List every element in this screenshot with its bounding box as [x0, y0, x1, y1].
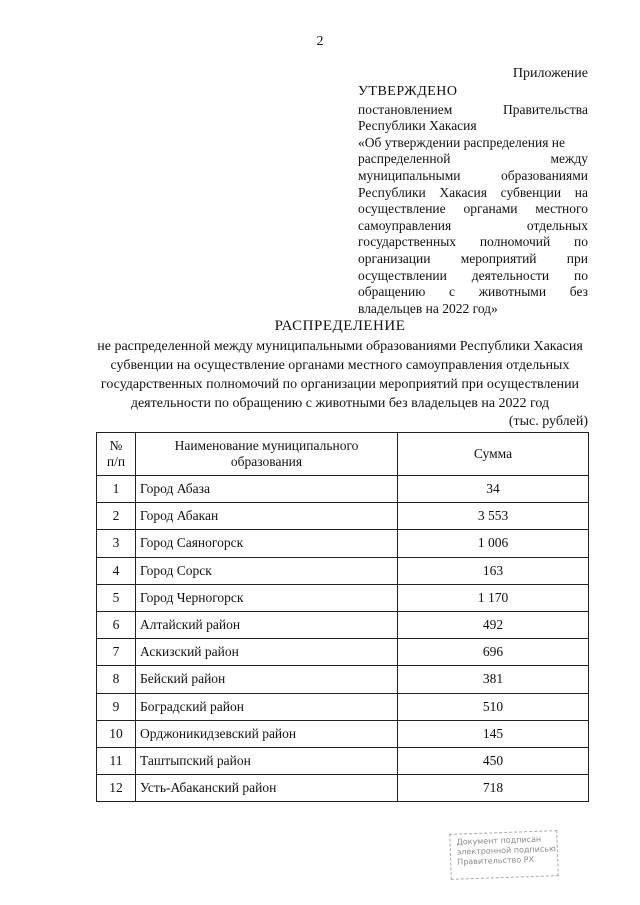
municipality-name: Город Черногорск	[136, 584, 398, 611]
approved-title: УТВЕРЖДЕНО	[358, 84, 458, 99]
row-number: 5	[97, 584, 136, 611]
table-row	[97, 476, 589, 503]
table-row	[97, 747, 589, 774]
amount: 163	[398, 557, 589, 584]
approval-line: постановлением Правительства	[358, 101, 588, 117]
document-title-block	[0, 318, 640, 413]
municipality-name: Таштыпский район	[136, 747, 398, 774]
table-row	[97, 666, 589, 693]
municipality-name: Бейский район	[136, 666, 398, 693]
approval-line: обращению с животными без	[358, 284, 588, 300]
subtitle-line: государственных полномочий по организации мероприятий при осуществлении	[100, 377, 580, 392]
row-number: 4	[97, 557, 136, 584]
approval-line: осуществление органами местного	[358, 201, 588, 217]
approval-line: Республики Хакасия	[358, 118, 477, 134]
approval-block	[358, 84, 588, 317]
approval-line: государственных полномочий по	[358, 234, 588, 250]
approval-line: муниципальными образованиями	[358, 167, 588, 183]
approval-line: организации мероприятий при	[358, 250, 588, 266]
approval-line: самоуправления отдельных	[358, 217, 588, 233]
amount: 145	[398, 720, 589, 747]
amount: 3 553	[398, 503, 589, 530]
municipality-name: Орджоникидзевский район	[136, 720, 398, 747]
signature-stamp	[449, 830, 559, 880]
table-row	[97, 584, 589, 611]
subtitle-line: деятельности по обращению с животными без владельцев на 2022 год	[130, 396, 550, 411]
table-row	[97, 693, 589, 720]
municipality-name: Город Абаза	[136, 476, 398, 503]
amount: 510	[398, 693, 589, 720]
row-number: 9	[97, 693, 136, 720]
subtitle-line: субвенции на осуществление органами местного самоуправления отдельных	[110, 358, 570, 373]
appendix-label: Приложение	[512, 66, 588, 81]
amount: 34	[398, 476, 589, 503]
approval-line: «Об утверждении распределения не	[358, 134, 566, 150]
row-number: 6	[97, 611, 136, 638]
amount: 450	[398, 747, 589, 774]
municipality-name: Город Абакан	[136, 503, 398, 530]
table-row	[97, 775, 589, 802]
row-number: 7	[97, 639, 136, 666]
amount: 696	[398, 639, 589, 666]
amount: 1 170	[398, 584, 589, 611]
municipality-name: Город Сорск	[136, 557, 398, 584]
page-number: 2	[316, 34, 324, 49]
municipality-name: Аскизский район	[136, 639, 398, 666]
distribution-table	[96, 432, 589, 802]
approval-line: владельцев на 2022 год»	[358, 300, 498, 316]
approval-line: Республики Хакасия субвенции на	[358, 184, 588, 200]
stamp-line: электронной подписью	[456, 844, 556, 857]
row-number: 3	[97, 530, 136, 557]
table-row	[97, 503, 589, 530]
approval-line: осуществлении деятельности по	[358, 267, 588, 283]
header-name: Наименование муниципального образования	[136, 433, 398, 476]
row-number: 8	[97, 666, 136, 693]
amount: 1 006	[398, 530, 589, 557]
municipality-name: Боградский район	[136, 693, 398, 720]
municipality-name: Алтайский район	[136, 611, 398, 638]
document-subtitle	[0, 337, 640, 413]
table-row	[97, 557, 589, 584]
row-number: 12	[97, 775, 136, 802]
amount: 381	[398, 666, 589, 693]
table-row	[97, 530, 589, 557]
row-number: 1	[97, 476, 136, 503]
approval-text	[358, 102, 588, 318]
document-title: РАСПРЕДЕЛЕНИЕ	[274, 318, 406, 334]
row-number: 11	[97, 747, 136, 774]
table-row	[97, 720, 589, 747]
amount: 492	[398, 611, 589, 638]
stamp-line: Документ подписан	[456, 834, 542, 847]
header-number: № п/п	[97, 433, 136, 476]
row-number: 2	[97, 503, 136, 530]
approval-line: распределенной между	[358, 151, 588, 167]
municipality-name: Усть-Абаканский район	[136, 775, 398, 802]
table-row	[97, 639, 589, 666]
units-label: (тыс. рублей)	[508, 414, 588, 429]
municipality-name: Город Саяногорск	[136, 530, 398, 557]
subtitle-line: не распределенной между муниципальными образованиями Республики Хакасия	[97, 339, 583, 354]
row-number: 10	[97, 720, 136, 747]
header-sum: Сумма	[398, 433, 589, 476]
table-row	[97, 611, 589, 638]
amount: 718	[398, 775, 589, 802]
stamp-line: Правительство РХ	[457, 854, 535, 867]
table-header-row	[97, 433, 589, 476]
